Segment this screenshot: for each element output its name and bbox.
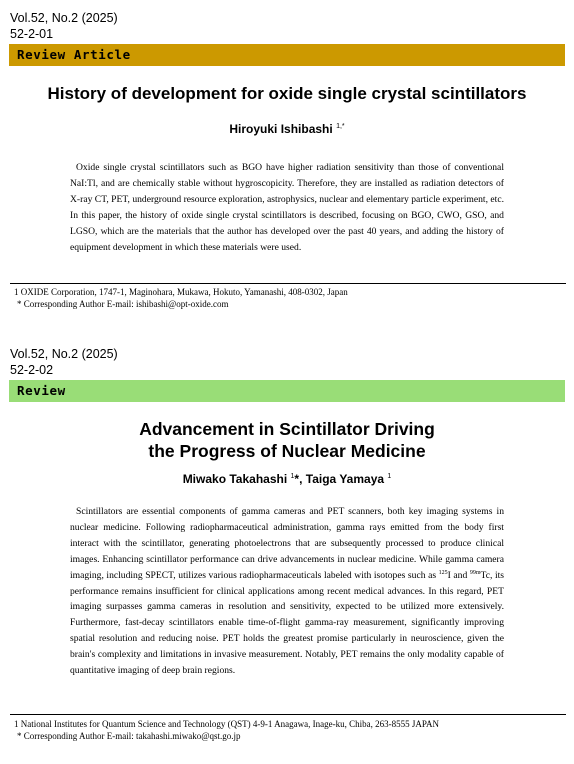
- title-line: the Progress of Nuclear Medicine: [148, 441, 426, 461]
- abstract-line: the history of equipment development in which these materials were used.: [70, 225, 504, 253]
- abstract-line: of conventional NaI:Tl, and are chemically stable without hygroscopicity. Therefore, they are: [70, 162, 504, 189]
- isotope-mass-number: 125: [438, 569, 448, 576]
- author-line: [0, 122, 574, 136]
- abstract-line: gamma rays emitted from the body first interact with the scintillator, generating: [70, 521, 504, 549]
- abstract-line: installed as radiation detectors of X-ray CT, PET, underground resource exploration,: [70, 177, 504, 205]
- corresponding-mark: *,: [294, 472, 306, 486]
- abstract-line: imaging systems in nuclear medicine. Following radiopharmaceutical administration,: [70, 506, 504, 533]
- author-affiliation-mark: 1,*: [336, 123, 345, 130]
- affiliation: 1 OXIDE Corporation, 1747-1, Maginohara, Mukawa, Hokuto, Yamanashi, 408-0302, Japan: [14, 287, 348, 297]
- footnote-divider: [10, 714, 566, 715]
- volume-label: Vol.52, No.2 (2025): [10, 11, 118, 25]
- abstract: [70, 504, 504, 679]
- author-line: [0, 472, 574, 486]
- abstract: [70, 160, 504, 255]
- category-label: Review: [17, 383, 66, 398]
- author-name: Miwako Takahashi: [182, 472, 288, 486]
- title-line: Advancement in Scintillator Driving: [139, 419, 435, 439]
- article-title: [0, 84, 574, 104]
- abstract-line: astrophysics, nuclear and elementary particle experiment, etc. In this paper, the history of: [70, 193, 505, 221]
- abstract-line: modality capable of quantitative imaging of deep brain regions.: [70, 649, 504, 677]
- isotope-mass-number: 99m: [469, 569, 481, 576]
- article-title: [0, 418, 574, 462]
- abstract-line: enable time-of-flight gamma-ray measurement, significantly improving spatial resolution: [70, 617, 504, 645]
- author-name: Hiroyuki Ishibashi: [229, 122, 333, 136]
- corresponding-author: * Corresponding Author E-mail: ishibashi@opt-oxide.com: [17, 299, 229, 309]
- abstract-line: which are the materials that the author has developed over the past 40 years, and adding: [100, 225, 449, 237]
- corresponding-author: * Corresponding Author E-mail: takahashi.miwako@qst.go.jp: [17, 731, 241, 741]
- abstract-text: as: [428, 569, 439, 581]
- category-bar: [9, 380, 565, 402]
- abstract-line: Scintillators are essential components of gamma cameras and PET scanners, both key: [76, 506, 423, 517]
- abstract-text: I and: [447, 569, 470, 581]
- abstract-line: sensitivity, expected to be utilized more extensively. Furthermore, fast-decay scintillators: [70, 601, 504, 629]
- article-id: 52-2-01: [10, 27, 54, 41]
- abstract-text: Tc, its performance remains insufficient for clinical applications among recent: [70, 569, 505, 597]
- abstract-line: imaging, including SPECT, utilizes various radiopharmaceuticals labeled with isotopes such: [70, 569, 426, 581]
- abstract-line: photoelectrons that are subsequently processed to produce clinical images. Enhancing: [70, 537, 504, 565]
- article-id: 52-2-02: [10, 363, 54, 377]
- category-bar: [9, 44, 565, 66]
- author-affiliation-mark: 1: [290, 473, 295, 480]
- abstract-line: scintillator performance can drive advancements in nuclear medicine. While gamma camera: [146, 553, 505, 565]
- volume-label: Vol.52, No.2 (2025): [10, 347, 118, 361]
- category-label: Review Article: [17, 47, 131, 62]
- footnote-divider: [10, 283, 566, 284]
- author-affiliation-mark: 1: [387, 473, 392, 480]
- abstract-line: and reducing noise. PET holds the greatest promise particularly in neuroscience, given the: [141, 633, 505, 645]
- abstract-line: oxide single crystal scintillators is described, focusing on BGO, CWO, GSO, and LGSO,: [70, 209, 504, 237]
- author-name: Taiga Yamaya: [305, 472, 385, 486]
- abstract-line: brain's complexity and limitations in invasive measurement. Notably, PET remains the only: [70, 649, 425, 661]
- title-line: History of development for oxide single crystal scintillators: [47, 84, 527, 103]
- abstract-line: Oxide single crystal scintillators such as BGO have higher radiation sensitivity than those: [76, 162, 439, 173]
- abstract-line: medical advances. In this regard, PET imaging surpasses gamma cameras in resolution and: [70, 585, 504, 613]
- affiliation: 1 National Institutes for Quantum Science and Technology (QST) 4-9-1 Anagawa, Inage-ku, Chiba, 263-8555 JAPAN: [14, 719, 440, 729]
